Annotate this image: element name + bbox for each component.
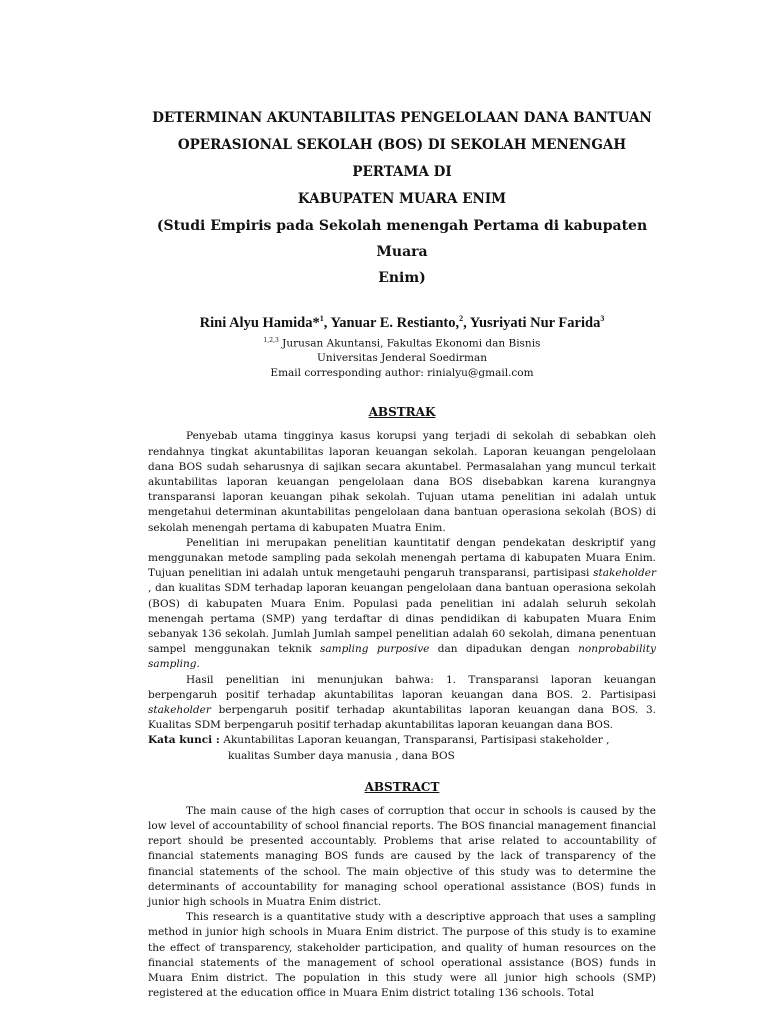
keywords-label: Kata kunci :: [148, 734, 224, 747]
affiliation-dept-text: Jurusan Akuntansi, Fakultas Ekonomi dan Bisnis: [278, 337, 541, 350]
abstrak-paragraph-3: [148, 673, 656, 734]
affiliation-university: Universitas Jenderal Soedirman: [317, 352, 487, 365]
title-line-3: KABUPATEN MUARA ENIM: [297, 191, 507, 207]
abstrak-p2-italic-3: nonprobability sampling: [148, 643, 656, 671]
author-2-sup: 2: [459, 314, 464, 323]
abstrak-p2-text-d: .: [196, 658, 200, 671]
abstract-heading: ABSTRACT: [364, 779, 440, 794]
keywords-continuation: kualitas Sumber daya manusia , dana BOS: [228, 749, 455, 762]
abstrak-p3-text-a: Hasil penelitian ini menunjukan bahwa: 1. Transparansi laporan keuangan berpengaruh positif terhadap akuntabilitas laporan keuangan dana BOS. 2. Partisipasi: [148, 673, 656, 701]
abstrak-p2-italic-2: sampling purposive: [319, 643, 430, 656]
author-1-sup: 1: [319, 314, 324, 323]
abstrak-p2-text-b: , dan kualitas SDM terhadap laporan keuangan pengelolaan dana bantuan operasiona sekolah (BOS) di kabupaten Muara Enim. Populasi pada penelitian ini adalah seluruh sekolah menengah pertama (SMP) yang terdaftar di dinas pendidikan di kabupaten Muara Enim sebanyak 136 sekolah. Jumlah Jumlah sampel penelitian adalah 60 sekolah, dimana penentuan sampel menggunakan teknik: [148, 582, 656, 656]
affiliation-sup: 1,2,3: [263, 336, 279, 344]
keywords-text: Akuntabilitas Laporan keuangan, Transparansi, Partisipasi stakeholder ,: [223, 734, 610, 747]
affiliation-dept: [148, 333, 656, 352]
abstrak-p3-text-b: berpengaruh positif terhadap akuntabilitas laporan keuangan dana BOS. 3. Kualitas SDM berpengaruh positif terhadap akuntabilitas laporan keuangan dana BOS.: [148, 703, 656, 732]
abstrak-p2-text-a: Penelitian ini merupakan penelitian kauntitatif dengan pendekatan deskriptif yang menggunakan metode sampling pada sekolah menengah pertama di kabupaten Muara Enim. Tujuan penelitian ini adalah untuk mengetauhi pengaruh transparansi, partisipasi: [148, 536, 656, 580]
subtitle-line-1: (Studi Empiris pada Sekolah menengah Pertama di kabupaten Muara: [156, 218, 648, 260]
abstrak-p3-italic-1: stakeholder: [148, 703, 211, 716]
abstrak-p2-text-c: dan dipadukan dengan: [429, 643, 579, 656]
title-block: [148, 0, 656, 291]
title-line-1: DETERMINAN AKUNTABILITAS PENGELOLAAN DANA BANTUAN: [152, 110, 652, 126]
abstrak-paragraph-1: Penyebab utama tingginya kasus korupsi yang terjadi di sekolah di sebabkan oleh rendahnya tingkat akuntabilitas laporan keuangan sekolah. Laporan keuangan pengelolaan dana BOS sudah seharusnya di sajikan secara akuntabel. Permasalahan yang muncul terkait akuntabilitas laporan keuangan pengelolaan dana BOS disebabkan karena kurangnya transparansi laporan keuangan pihak sekolah. Tujuan utama penelitian ini adalah untuk mengetahui determinan akuntabilitas pengelolaan dana bantuan operasiona sekolah (BOS) di sekolah menengah pertama di kabupaten Muatra Enim.: [148, 430, 656, 534]
abstrak-p2-italic-1: stakeholder: [593, 567, 656, 580]
author-3-sup: 3: [600, 314, 605, 323]
abstract-body: [148, 804, 656, 1002]
abstrak-heading: ABSTRAK: [368, 405, 436, 420]
abstract-paragraph-2: This research is a quantitative study with a descriptive approach that uses a sampling method in junior high schools in Muara Enim district. The purpose of this study is to examine the effect of transparency, stakeholder participation, and quality of human resources on the financial statements of the management of school operational assistance (BOS) funds in Muara Enim district. The population in this study were all junior high schools (SMP) registered at the education office in Muara Enim district totaling 136 schools. Total: [148, 911, 656, 1000]
keywords-line: [148, 733, 656, 748]
author-1: Rini Alyu Hamida*: [199, 314, 320, 331]
corresponding-email: Email corresponding author: rinialyu@gmail.com: [270, 367, 534, 380]
title-line-2: OPERASIONAL SEKOLAH (BOS) DI SEKOLAH MENENGAH PERTAMA DI: [177, 137, 627, 180]
abstrak-paragraph-2: [148, 536, 656, 673]
author-list: [148, 309, 656, 333]
abstrak-body: [148, 429, 656, 763]
abstract-paragraph-1: The main cause of the high cases of corruption that occur in schools is caused by the low level of accountability of school financial reports. The BOS financial management financial report should be presented accountably. Problems that arise related to accountability of financial statements managing BOS funds are caused by the lack of transparency of the financial statements of the school. The main objective of this study was to determine the determinants of accountability for managing school operational assistance (BOS) funds in junior high schools in Muatra Enim district.: [148, 804, 656, 909]
author-2: , Yanuar E. Restianto,: [323, 314, 460, 331]
author-3: , Yusriyati Nur Farida: [463, 314, 601, 331]
subtitle-line-2: Enim): [378, 270, 426, 286]
